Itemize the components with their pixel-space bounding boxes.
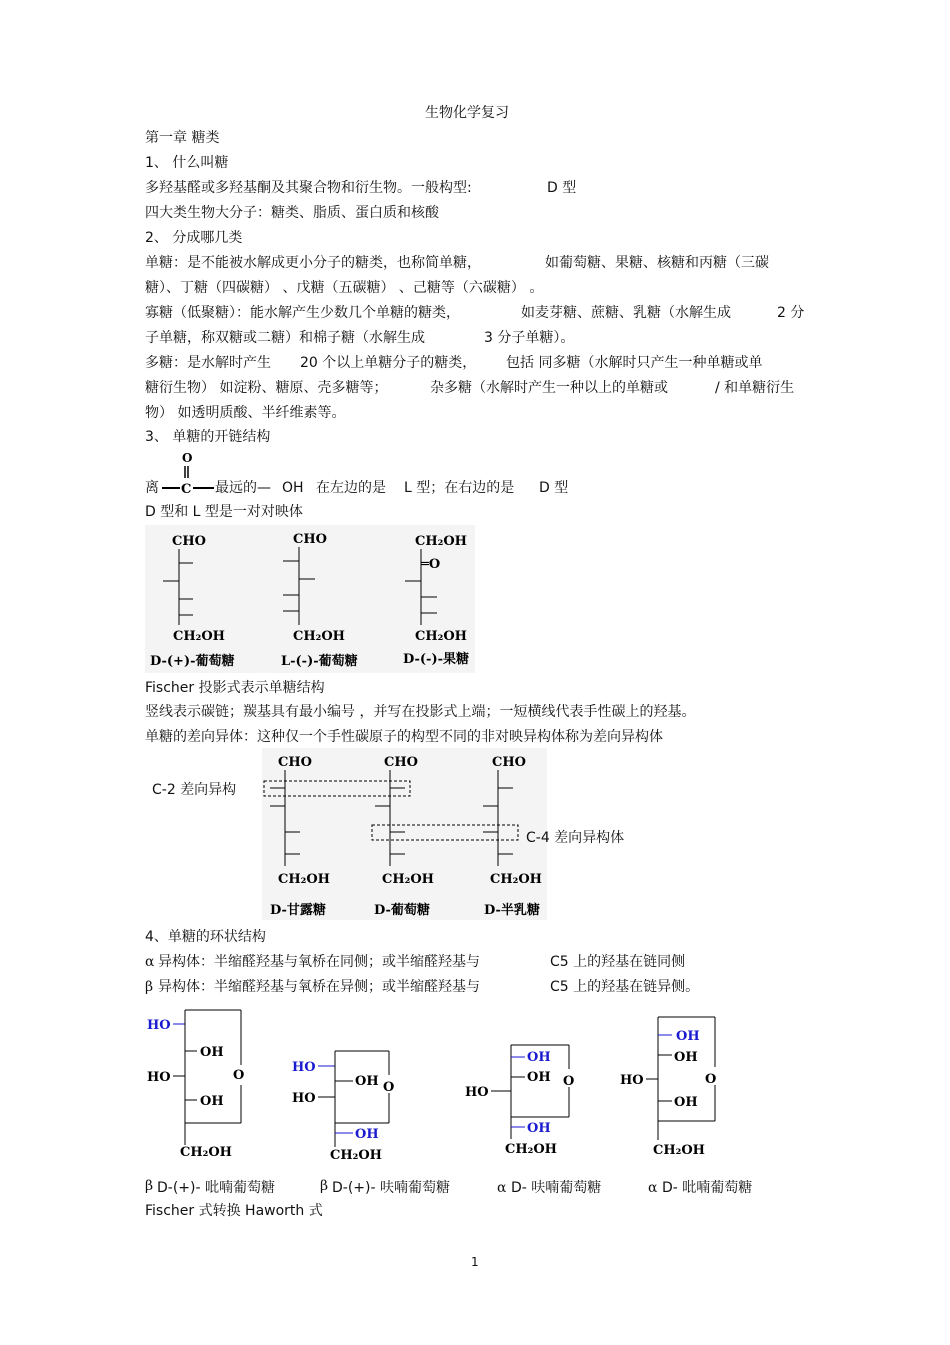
svg-text:CH₂OH: CH₂OH xyxy=(490,872,542,887)
svg-text:L-(-)-葡萄糖: L-(-)-葡萄糖 xyxy=(281,654,358,669)
beta-symbol: β xyxy=(145,979,154,995)
question-1: 1、 什么叫糖 xyxy=(145,155,229,171)
monosaccharide-text-c: 糖）、丁糖（四碳糖） 、戊糖（五碳糖） 、己糖等（六碳糖） 。 xyxy=(145,280,544,296)
caption-1: D-(+)- 吡喃葡萄糖 xyxy=(157,1180,275,1196)
definition-config: D 型 xyxy=(547,180,577,196)
svg-text:CH₂OH: CH₂OH xyxy=(653,1143,705,1158)
fischer-figure xyxy=(145,525,475,673)
question-4: 4、单糖的环状结构 xyxy=(145,929,266,945)
alpha-text-b: C5 上的羟基在链同侧 xyxy=(550,954,686,970)
svg-text:OH: OH xyxy=(527,1121,551,1136)
svg-text:CH₂OH: CH₂OH xyxy=(505,1142,557,1157)
monosaccharide-text-a: 单糖：是不能被水解成更小分子的糖类，也称简单糖， xyxy=(145,255,481,271)
polysaccharide-text-g: 物） 如透明质酸、半纤维素等。 xyxy=(145,405,346,421)
svg-text:CH₂OH: CH₂OH xyxy=(330,1148,382,1163)
c4-epimer-label: C-4 差向异构体 xyxy=(526,830,625,846)
carbonyl-symbol xyxy=(160,450,216,498)
svg-text:CH₂OH: CH₂OH xyxy=(173,629,225,644)
polysaccharide-text-d: 糖衍生物） 如淀粉、糖原、壳多糖等； xyxy=(145,380,388,396)
polysaccharide-text-f: / 和单糖衍生 xyxy=(715,380,795,396)
beta-text-a: 异构体：半缩醛羟基与氧桥在异侧；或半缩醛羟基与 xyxy=(158,979,480,995)
carbonyl-carbon: C xyxy=(181,482,192,497)
svg-text:CHO: CHO xyxy=(384,755,418,770)
svg-text:D-半乳糖: D-半乳糖 xyxy=(484,903,540,918)
caption-3-alpha: α xyxy=(497,1180,507,1196)
svg-text:D-甘露糖: D-甘露糖 xyxy=(270,903,326,918)
svg-text:HO: HO xyxy=(147,1070,171,1085)
svg-text:CH₂OH: CH₂OH xyxy=(180,1145,232,1160)
oligosaccharide-text-a: 寡糖（低聚糖）：能水解产生少数几个单糖的糖类， xyxy=(145,305,460,321)
svg-text:D-(-)-果糖: D-(-)-果糖 xyxy=(403,652,470,667)
alpha-text-a: 异构体：半缩醛羟基与氧桥在同侧；或半缩醛羟基与 xyxy=(158,954,480,970)
svg-text:HO: HO xyxy=(620,1073,644,1088)
oligosaccharide-text-c: 2 分 xyxy=(777,305,805,321)
svg-text:OH: OH xyxy=(200,1094,224,1109)
svg-text:D-葡萄糖: D-葡萄糖 xyxy=(374,903,430,918)
svg-text:OH: OH xyxy=(527,1070,551,1085)
biomolecules-text: 四大类生物大分子：糖类、脂质、蛋白质和核酸 xyxy=(145,205,439,221)
polysaccharide-text-b: 20 个以上单糖分子的糖类， xyxy=(300,355,477,371)
oligosaccharide-text-d: 子单糖，称双糖或二糖）和棉子糖（水解生成 xyxy=(145,330,425,346)
caption-4-alpha: α xyxy=(648,1180,658,1196)
svg-text:OH: OH xyxy=(200,1045,224,1060)
monosaccharide-text-b: 如葡萄糖、果糖、核糖和丙糖（三碳 xyxy=(545,255,769,271)
epimer-figure xyxy=(262,748,547,920)
svg-text:O: O xyxy=(233,1068,245,1083)
beta-text-b: C5 上的羟基在链异侧。 xyxy=(550,979,700,995)
svg-text:CH₂OH: CH₂OH xyxy=(415,534,467,549)
svg-text:CH₂OH: CH₂OH xyxy=(278,872,330,887)
alpha-pyranose-structure xyxy=(620,1017,716,1158)
svg-text:O: O xyxy=(563,1074,575,1089)
question-2: 2、 分成哪几类 xyxy=(145,230,243,246)
beta-pyranose-structure xyxy=(147,1010,244,1160)
caption-2: D-(+)- 呋喃葡萄糖 xyxy=(332,1180,450,1196)
polysaccharide-text-e: 杂多糖（水解时产生一种以上的单糖或 xyxy=(430,380,668,396)
chain-text-e: L 型；在右边的是 xyxy=(404,480,515,496)
svg-text:O: O xyxy=(705,1072,717,1087)
alpha-symbol: α xyxy=(145,954,155,970)
fischer-description: 竖线表示碳链；羰基具有最小编号 ，并写在投影式上端；一短横线代表手性碳上的羟基。 xyxy=(145,704,696,720)
oligosaccharide-text-b: 如麦芽糖、蔗糖、乳糖（水解生成 xyxy=(521,305,731,321)
definition-text: 多羟基醛或多羟基酮及其聚合物和衍生物。一般构型: xyxy=(145,180,472,196)
svg-text:CH₂OH: CH₂OH xyxy=(382,872,434,887)
beta-furanose-structure xyxy=(292,1051,394,1163)
question-3: 3、 单糖的开链结构 xyxy=(145,429,271,445)
svg-text:OH: OH xyxy=(674,1095,698,1110)
caption-3: D- 呋喃葡萄糖 xyxy=(511,1180,602,1196)
chain-text-b: 最远的— xyxy=(215,480,271,496)
epimer-definition: 单糖的差向异体：这种仅一个手性碳原子的构型不同的非对映异构体称为差向异构体 xyxy=(145,729,663,745)
page-number: 1 xyxy=(471,1255,479,1269)
svg-text:═O: ═O xyxy=(421,557,441,572)
chain-text-c: OH xyxy=(282,480,304,496)
oligosaccharide-text-e: 3 分子单糖）。 xyxy=(484,330,575,346)
svg-text:D-(+)-葡萄糖: D-(+)-葡萄糖 xyxy=(150,654,235,669)
fischer-heading: Fischer 投影式表示单糖结构 xyxy=(145,680,325,696)
alpha-furanose-structure xyxy=(465,1045,574,1157)
chapter-heading: 第一章 糖类 xyxy=(145,130,220,146)
svg-text:O: O xyxy=(383,1080,395,1095)
svg-text:OH: OH xyxy=(674,1050,698,1065)
svg-text:OH: OH xyxy=(355,1074,379,1089)
svg-text:OH: OH xyxy=(355,1127,379,1142)
svg-text:HO: HO xyxy=(465,1085,489,1100)
caption-2-beta: β xyxy=(320,1178,329,1194)
svg-text:CH₂OH: CH₂OH xyxy=(293,629,345,644)
svg-text:CHO: CHO xyxy=(278,755,312,770)
chain-text-a: 离 xyxy=(145,480,159,496)
polysaccharide-text-c: 包括 同多糖（水解时只产生一种单糖或单 xyxy=(506,355,763,371)
chain-text-d: 在左边的是 xyxy=(316,480,386,496)
enantiomer-text: D 型和 L 型是一对对映体 xyxy=(145,504,303,520)
ring-structures-figure xyxy=(145,1005,805,1167)
svg-text:OH: OH xyxy=(676,1029,700,1044)
svg-text:OH: OH xyxy=(527,1050,551,1065)
svg-text:HO: HO xyxy=(292,1060,316,1075)
svg-text:HO: HO xyxy=(292,1091,316,1106)
polysaccharide-text-a: 多糖：是水解时产生 xyxy=(145,355,271,371)
svg-text:CHO: CHO xyxy=(172,534,206,549)
haworth-heading: Fischer 式转换 Haworth 式 xyxy=(145,1203,323,1219)
carbonyl-oxygen: O xyxy=(182,451,193,465)
svg-text:CHO: CHO xyxy=(492,755,526,770)
caption-1-beta: β xyxy=(145,1178,154,1194)
svg-text:CH₂OH: CH₂OH xyxy=(415,629,467,644)
page-title: 生物化学复习 xyxy=(425,105,509,121)
caption-4: D- 吡喃葡萄糖 xyxy=(662,1180,753,1196)
chain-text-f: D 型 xyxy=(539,480,569,496)
svg-text:HO: HO xyxy=(147,1018,171,1033)
c2-epimer-label: C-2 差向异构 xyxy=(152,782,237,798)
svg-text:CHO: CHO xyxy=(293,532,327,547)
